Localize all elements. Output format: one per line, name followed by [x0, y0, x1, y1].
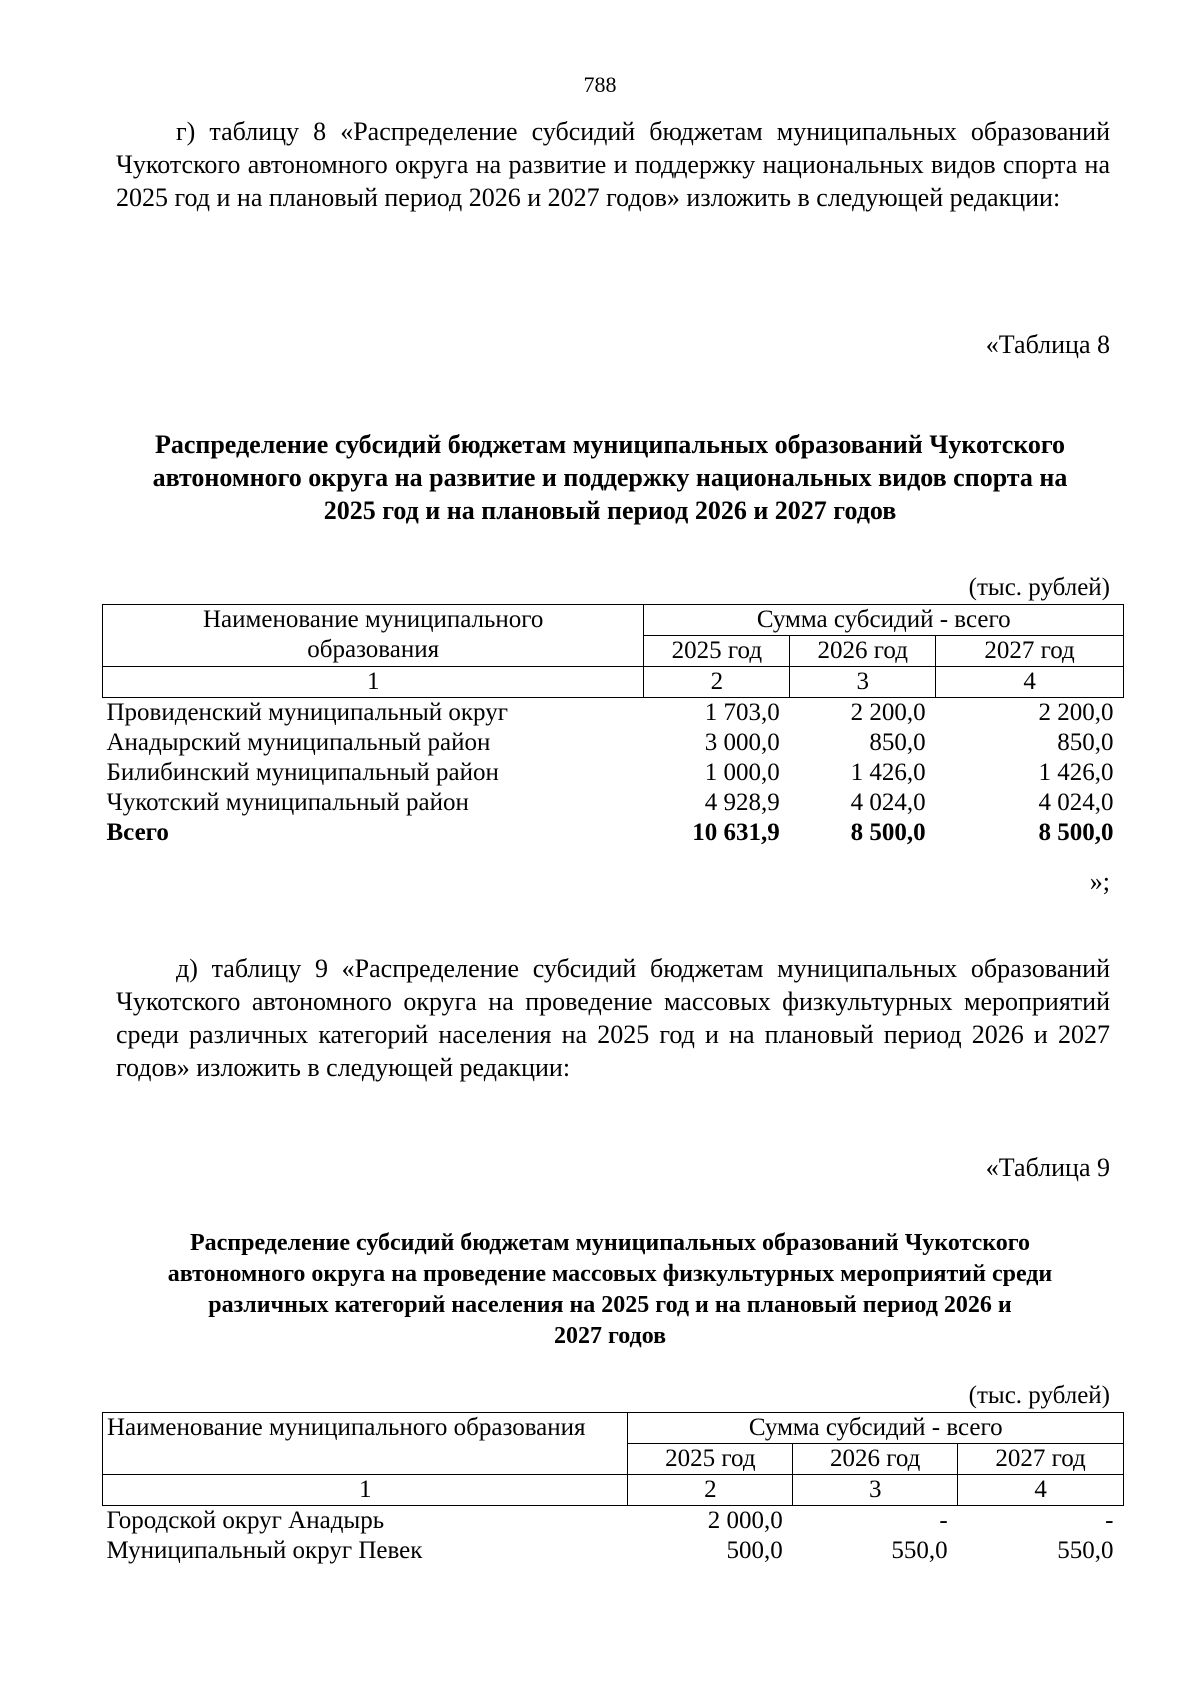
table9-col-number: 3: [793, 1475, 958, 1506]
table8-units: (тыс. рублей): [968, 574, 1110, 601]
row-name: Анадырский муниципальный район: [106, 729, 491, 756]
table-row: [103, 758, 1124, 788]
table-row: [103, 1506, 1124, 1537]
row-name: Чукотский муниципальный район: [106, 789, 469, 816]
table8-header-year: 2026 год: [790, 636, 936, 667]
row-value-2026: -: [939, 1507, 948, 1534]
table-row: [103, 1536, 1124, 1566]
row-value-2026: 4 024,0: [850, 789, 926, 816]
total-value-2026: 8 500,0: [850, 819, 926, 846]
table-row: [103, 698, 1124, 729]
table-row: [103, 728, 1124, 758]
row-name: Провиденский муниципальный округ: [106, 699, 508, 726]
table8-col-number: 3: [790, 667, 936, 698]
total-name: Всего: [106, 819, 169, 846]
page-number: 788: [583, 72, 617, 97]
table9-title: [110, 1228, 1110, 1352]
paragraph-d: д) таблицу 9 «Распределение субсидий бюджетам муниципальных образований Чукотского автономного округа на проведение массовых физкультурных мероприятий среди различных категорий населения на 2025 год и на плановый период 2026 и 2027 годов» изложить в следующей редакции:: [116, 954, 1110, 1082]
table-row: [103, 788, 1124, 818]
row-value-2027: 2 200,0: [1038, 699, 1114, 726]
table9-label: «Таблица 9: [985, 1153, 1110, 1182]
table9-col-number: 4: [958, 1475, 1124, 1506]
row-value-2026: 2 200,0: [850, 699, 926, 726]
paragraph-g: г) таблицу 8 «Распределение субсидий бюджетам муниципальных образований Чукотского автономного округа на развитие и поддержку национальных видов спорта на 2025 год и на плановый период 2026 и 2027 годов» изложить в следующей редакции:: [116, 117, 1110, 212]
table8-col-number: 2: [644, 667, 790, 698]
table8-title-line: Распределение субсидий бюджетам муниципальных образований Чукотского: [154, 430, 1066, 459]
row-name: Муниципальный округ Певек: [106, 1537, 423, 1564]
table9-header-sum: Сумма субсидий - всего: [628, 1413, 1124, 1444]
table9-header-year: 2026 год: [793, 1444, 958, 1475]
table8-col-number: 4: [936, 667, 1124, 698]
row-value-2027: 550,0: [1057, 1537, 1114, 1564]
table9: [102, 1412, 1124, 1566]
row-value-2026: 850,0: [869, 729, 926, 756]
table9-title-line: Распределение субсидий бюджетам муниципальных образований Чукотского: [189, 1230, 1031, 1256]
table8-label: «Таблица 8: [985, 330, 1110, 359]
row-name: Городской округ Анадырь: [106, 1507, 385, 1534]
table9-title-line: различных категорий населения на 2025 год и на плановый период 2026 и: [208, 1292, 1012, 1318]
table9-col-number: 1: [103, 1475, 628, 1506]
row-value-2027: 850,0: [1057, 729, 1114, 756]
total-value-2027: 8 500,0: [1038, 819, 1114, 846]
table9-header-name: Наименование муниципального образования: [103, 1413, 628, 1475]
row-value-2027: 1 426,0: [1038, 759, 1114, 786]
table8-title: [110, 428, 1110, 527]
table8-closing: »;: [1089, 867, 1110, 896]
row-value-2025: 4 928,9: [704, 789, 780, 816]
table9-header-year: 2025 год: [628, 1444, 793, 1475]
row-value-2025: 3 000,0: [704, 729, 780, 756]
row-value-2025: 2 000,0: [707, 1507, 783, 1534]
row-value-2025: 500,0: [726, 1537, 783, 1564]
row-value-2026: 1 426,0: [850, 759, 926, 786]
table9-title-line: автономного округа на проведение массовых физкультурных мероприятий среди: [167, 1261, 1053, 1287]
table8-title-line: 2025 год и на плановый период 2026 и 2027 годов: [323, 496, 897, 525]
row-value-2025: 1 000,0: [704, 759, 780, 786]
table9-title-line: 2027 годов: [553, 1323, 667, 1349]
table-total-row: [103, 818, 1124, 848]
table8-header-name: Наименование муниципального образования: [103, 605, 644, 667]
table9-units: (тыс. рублей): [968, 1382, 1110, 1409]
table8-col-number: 1: [103, 667, 644, 698]
table9-col-number: 2: [628, 1475, 793, 1506]
table9-header-year: 2027 год: [958, 1444, 1124, 1475]
total-value-2025: 10 631,9: [692, 819, 780, 846]
table8-header-sum: Сумма субсидий - всего: [644, 605, 1124, 636]
table8: [102, 604, 1124, 848]
row-name: Билибинский муниципальный район: [106, 759, 499, 786]
row-value-2025: 1 703,0: [704, 699, 780, 726]
row-value-2027: 4 024,0: [1038, 789, 1114, 816]
row-value-2027: -: [1105, 1507, 1114, 1534]
table8-title-line: автономного округа на развитие и поддержку национальных видов спорта на: [152, 463, 1068, 492]
table8-header-year: 2027 год: [936, 636, 1124, 667]
row-value-2026: 550,0: [891, 1537, 948, 1564]
table8-header-year: 2025 год: [644, 636, 790, 667]
